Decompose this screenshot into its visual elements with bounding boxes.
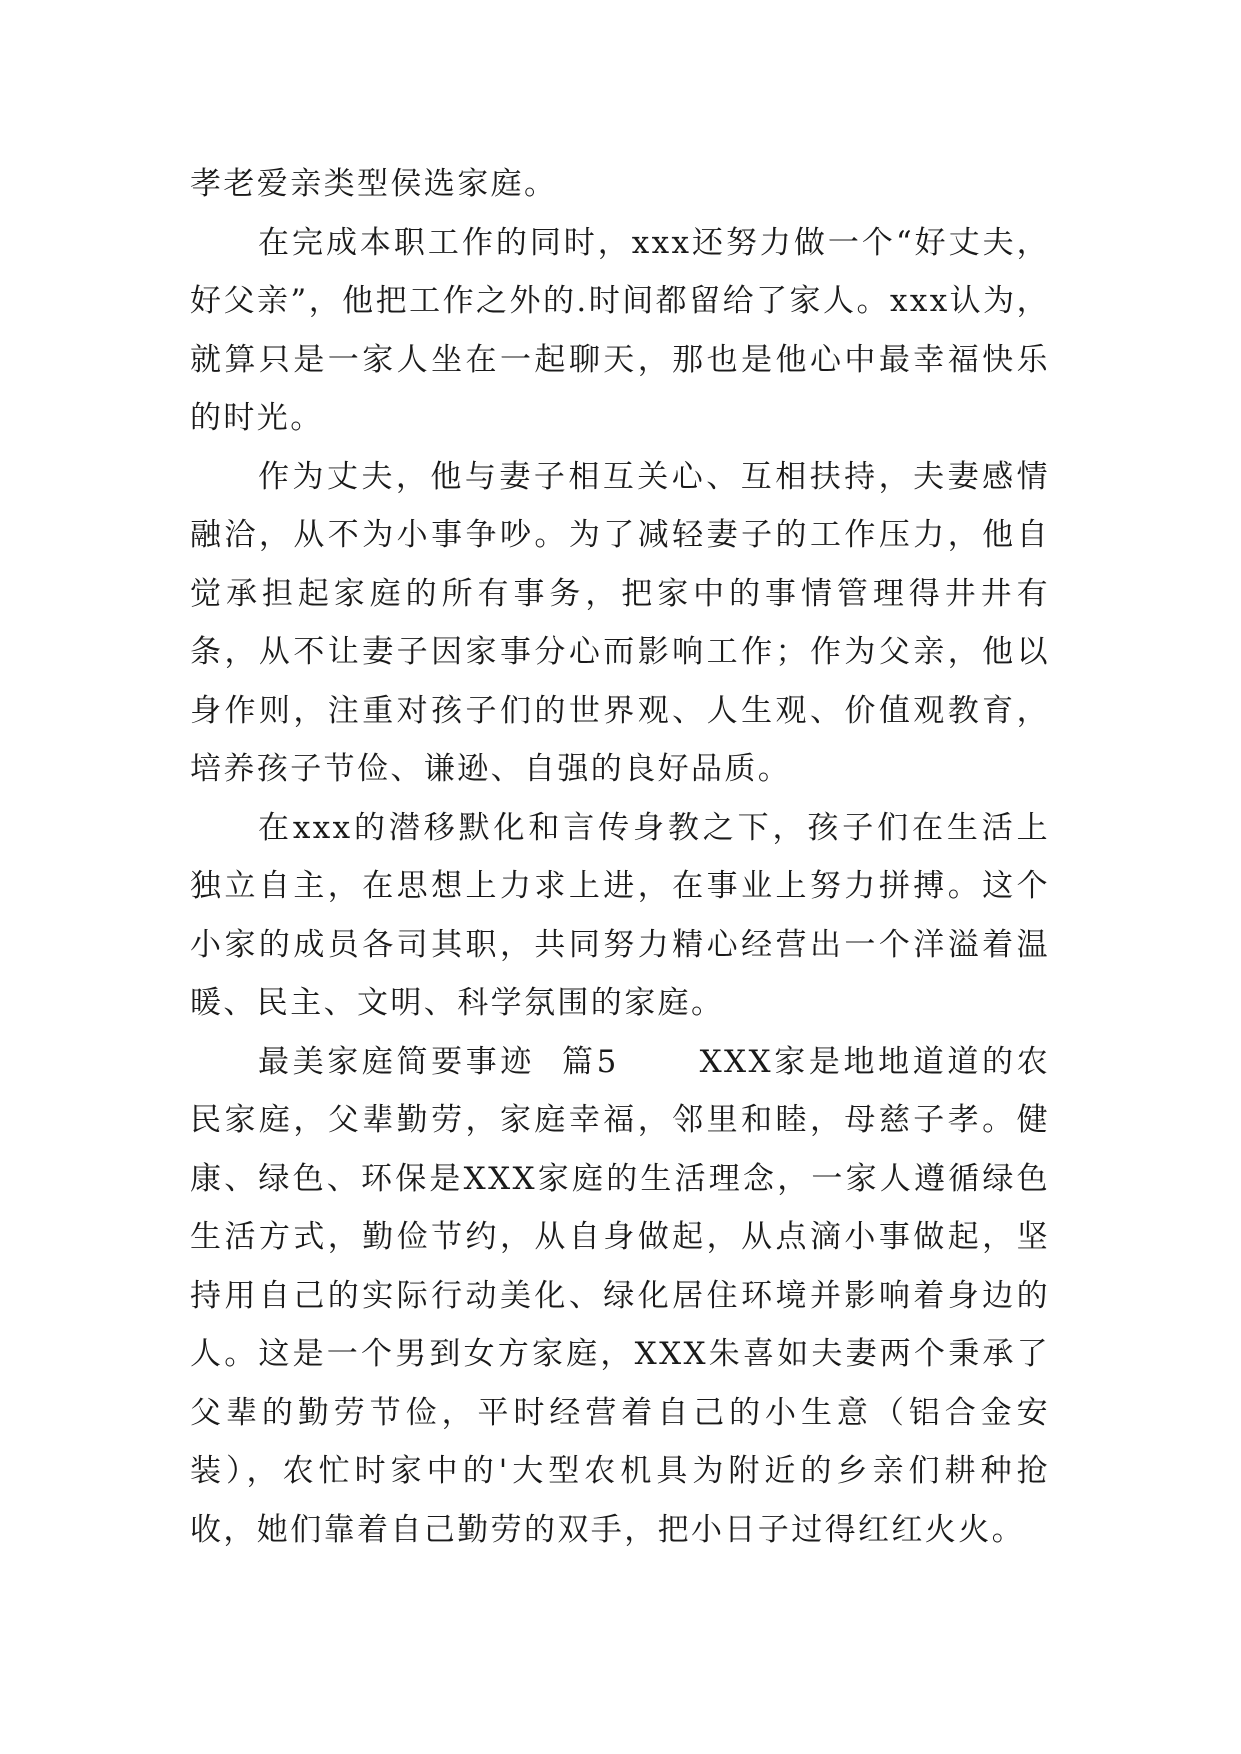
paragraph-husband-and-father: 作为丈夫，他与妻子相互关心、互相扶持，夫妻感情融洽，从不为小事争吵。为了减轻妻子的工作压力，他自觉承担起家庭的所有事务，把家中的事情管理得井井有条，从不让妻子因家事分心而影响工作；作为父亲，他以身作则，注重对孩子们的世界观、人生观、价值观教育，培养孩子节俭、谦逊、自强的良好品质。 bbox=[190, 458, 1050, 787]
paragraph-children: 在xxx的潜移默化和言传身教之下，孩子们在生活上独立自主，在思想上力求上进，在事业上努力拼搏。这个小家的成员各司其职，共同努力精心经营出一个洋溢着温暖、民主、文明、科学氛围的家庭。 bbox=[190, 809, 1050, 1021]
paragraph-section-5: 最美家庭简要事迹 篇5 XXX家是地地道道的农民家庭，父辈勤劳，家庭幸福，邻里和睦，母慈子孝。健康、绿色、环保是XXX家庭的生活理念，一家人遵循绿色生活方式，勤俭节约，从自身做起，从点滴小事做起，坚持用自己的实际行动美化、绿化居住环境并影响着身边的人。这是一个男到女方家庭，XXX朱喜如夫妻两个秉承了父辈的勤劳节俭，平时经营着自己的小生意（铝合金安装），农忙时家中的'大型农机具为附近的乡亲们耕种抢收，她们靠着自己勤劳的双手，把小日子过得红红火火。 bbox=[190, 1043, 1050, 1548]
paragraph-work-and-family: 在完成本职工作的同时，xxx还努力做一个“好丈夫，好父亲”，他把工作之外的.时间都留给了家人。xxx认为，就算只是一家人坐在一起聊天，那也是他心中最幸福快乐的时光。 bbox=[190, 224, 1050, 436]
paragraph-continuation: 孝老爱亲类型侯选家庭。 bbox=[190, 166, 558, 202]
document-body bbox=[190, 155, 1050, 1559]
